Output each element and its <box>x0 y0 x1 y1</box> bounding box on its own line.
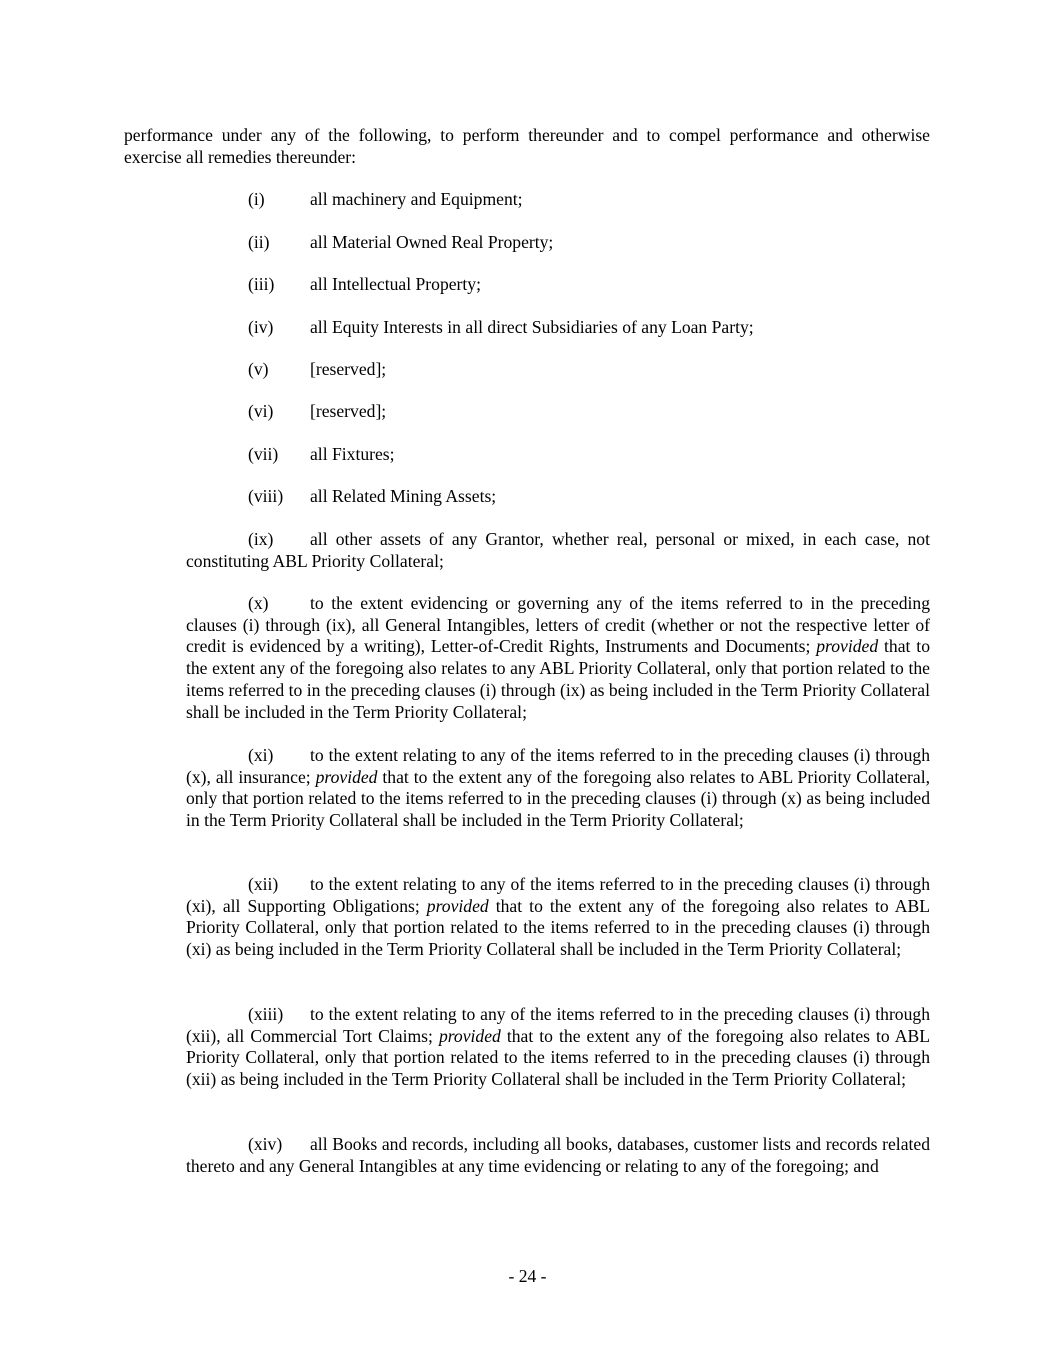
clause-number: (ii) <box>248 232 270 252</box>
clause-v <box>248 359 386 381</box>
proviso-emphasis: provided <box>426 895 489 916</box>
clause-ii <box>248 232 553 254</box>
clause-number: (iii) <box>248 274 275 294</box>
clause-number: (v) <box>248 359 269 379</box>
clause-number: (vi) <box>248 401 274 421</box>
clause-number: (vii) <box>248 444 279 464</box>
clause-number: (x) <box>248 593 269 613</box>
clause-text: [reserved]; <box>310 401 387 421</box>
clause-text-rest: that to the extent any of the foregoing also relates to any ABL Priority Collateral, only that portion related to the items referred to in the preceding clauses (i) through (ix) as being included in the Term Priority Collateral shall be included in the Term Priority Collateral; <box>186 636 930 722</box>
clause-vii <box>248 444 395 466</box>
clause-text: all Material Owned Real Property; <box>310 232 554 252</box>
clause-number: (xiv) <box>248 1134 283 1154</box>
proviso-emphasis: provided <box>438 1025 501 1046</box>
clause-text-rest: that to the extent any of the foregoing also relates to ABL Priority Collateral, only that portion related to the items referred to in the preceding clauses (i) through (x) as being included in the Term Priority Collateral shall be included in the Term Priority Collateral; <box>186 766 931 831</box>
clause-number: (iv) <box>248 317 274 337</box>
clause-number: (ix) <box>248 529 274 549</box>
clause-text: [reserved]; <box>310 359 387 379</box>
clause-vi <box>248 401 386 423</box>
clause-text-lead: to the extent evidencing or governing any of the items referred to in the preceding clauses (i) through (ix), all General Intangibles, letters of credit (whether or not the respective letter of credit is evidenced by a writing), Letter-of-Credit Rights, Instruments and Documents; <box>186 593 930 657</box>
clause-i <box>248 189 523 211</box>
clause-viii <box>248 486 496 508</box>
clause-text: all Books and records, including all books, databases, customer lists and records related thereto and any General Intangibles at any time evidencing or relating to any of the foregoing; and <box>186 1134 930 1176</box>
clause-xiv <box>186 1134 930 1177</box>
clause-xiii <box>186 1004 930 1091</box>
clause-text: all other assets of any Grantor, whether real, personal or mixed, in each case, not constituting ABL Priority Collateral; <box>186 529 930 571</box>
clause-text-lead: to the extent relating to any of the items referred to in the preceding clauses (i) through (xi), all Supporting Obligations; <box>186 874 930 916</box>
clause-number: (xi) <box>248 745 274 765</box>
clause-x <box>186 593 930 723</box>
clause-text: all machinery and Equipment; <box>310 189 523 209</box>
clause-number: (i) <box>248 189 265 209</box>
clause-text-lead: to the extent relating to any of the items referred to in the preceding clauses (i) through (xii), all Commercial Tort Claims; <box>186 1004 930 1046</box>
clause-iii <box>248 274 481 296</box>
proviso-emphasis: provided <box>816 636 879 657</box>
proviso-emphasis: provided <box>315 766 378 787</box>
clause-number: (xiii) <box>248 1004 284 1024</box>
clause-number: (xii) <box>248 874 279 894</box>
clause-text-rest: that to the extent any of the foregoing also relates to ABL Priority Collateral, only that portion related to the items referred to in the preceding clauses (i) through (xi) as being included in the Term Priority Collateral shall be included in the Term Priority Collateral; <box>186 895 930 960</box>
clause-text: all Fixtures; <box>310 444 395 464</box>
clause-number: (viii) <box>248 486 284 506</box>
clause-text: all Intellectual Property; <box>310 274 481 294</box>
clause-iv <box>248 317 754 339</box>
clause-xii <box>186 874 930 961</box>
clause-text-rest: that to the extent any of the foregoing also relates to ABL Priority Collateral, only that portion related to the items referred to in the preceding clauses (i) through (xii) as being included in the Term Priority Collateral shall be included in the Term Priority Collateral; <box>186 1025 930 1090</box>
clause-ix <box>186 529 930 572</box>
clause-text-lead: to the extent relating to any of the items referred to in the preceding clauses (i) through (x), all insurance; <box>186 745 930 787</box>
intro-paragraph: performance under any of the following, to perform thereunder and to compel performance and otherwise exercise all remedies thereunder: <box>124 125 930 167</box>
clause-xi <box>186 745 930 832</box>
clause-text: all Related Mining Assets; <box>310 486 497 506</box>
page-number: - 24 - <box>508 1266 547 1286</box>
clause-text: all Equity Interests in all direct Subsidiaries of any Loan Party; <box>310 317 754 337</box>
